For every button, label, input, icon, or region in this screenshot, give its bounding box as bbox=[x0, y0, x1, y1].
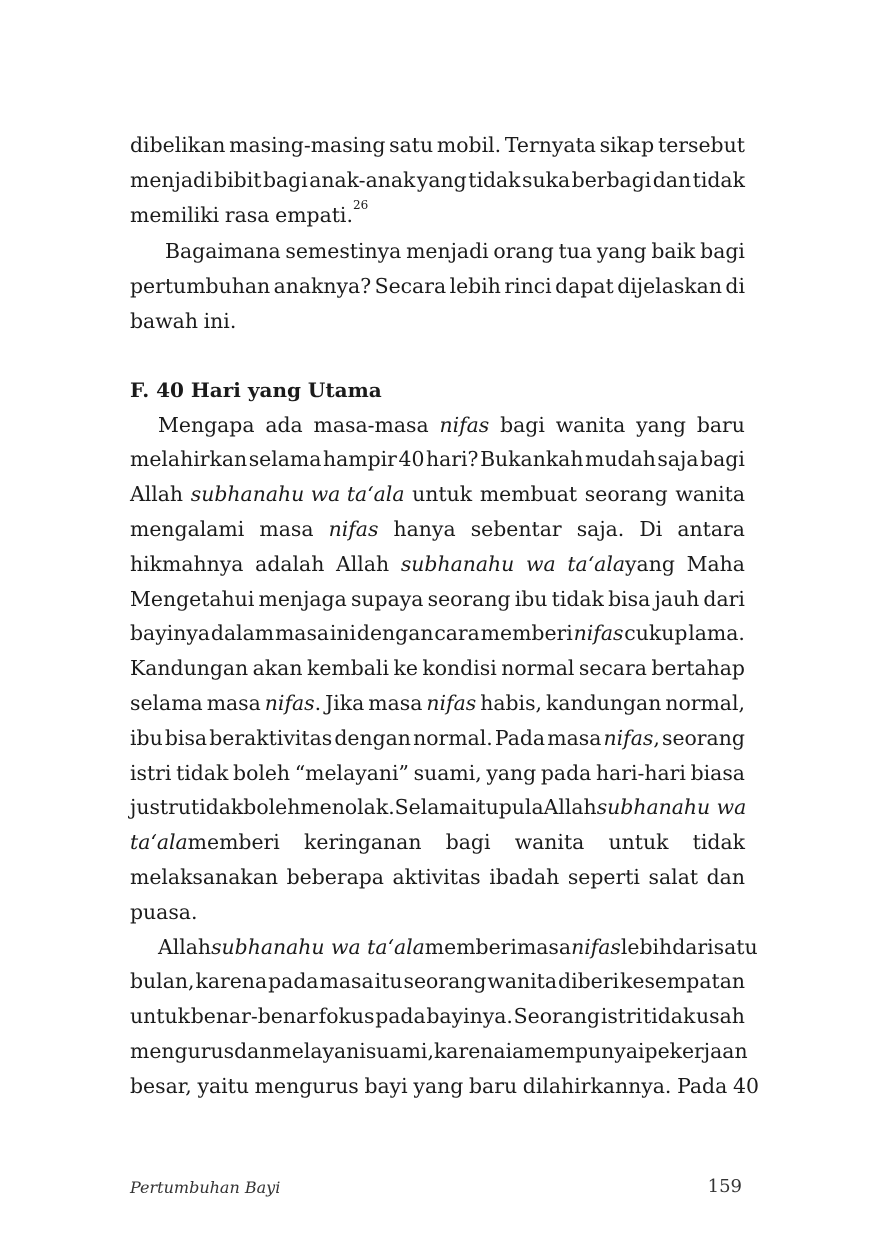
text-line bbox=[130, 163, 745, 198]
word: dalam bbox=[210, 621, 275, 646]
text-line bbox=[130, 790, 745, 825]
word: saja bbox=[657, 447, 699, 472]
text-line bbox=[130, 616, 745, 651]
word: bisa bbox=[164, 725, 208, 750]
word: yang bbox=[636, 412, 686, 437]
word: yang bbox=[413, 1073, 464, 1098]
word: kembali bbox=[306, 656, 389, 681]
word: normal. bbox=[413, 725, 493, 750]
word: Seorang bbox=[513, 1004, 601, 1029]
word: sebentar bbox=[470, 516, 562, 541]
word: masa bbox=[274, 621, 330, 646]
word: satu bbox=[713, 934, 758, 959]
word: anaknya? bbox=[273, 274, 372, 299]
word: nifas bbox=[328, 516, 379, 541]
word: bayinya. bbox=[426, 1004, 513, 1029]
paragraph-1 bbox=[130, 128, 745, 232]
word: pada bbox=[375, 1004, 426, 1029]
word: Pada bbox=[494, 725, 546, 750]
word: dilahirkannya. bbox=[522, 1073, 672, 1098]
word: Mengapa bbox=[158, 412, 255, 437]
word: rinci bbox=[504, 274, 552, 299]
text-line bbox=[130, 477, 745, 512]
word: hari-hari bbox=[595, 760, 686, 785]
word: diberi bbox=[558, 969, 620, 994]
word: dari bbox=[703, 586, 745, 611]
text-line bbox=[130, 408, 745, 443]
word: boleh bbox=[233, 760, 291, 785]
word: tidak bbox=[191, 795, 244, 820]
word: mengurus bbox=[254, 1073, 359, 1098]
word: tidak bbox=[692, 167, 745, 192]
word: nifas bbox=[573, 621, 624, 646]
page-number: 159 bbox=[707, 1176, 742, 1197]
word: subhanahu wa ta‘ala bbox=[190, 482, 405, 507]
word: masing-masing bbox=[229, 133, 386, 157]
word: hari? bbox=[426, 447, 479, 472]
word: bagi bbox=[262, 167, 308, 192]
word: membuat bbox=[479, 482, 578, 507]
word: menjadi bbox=[406, 239, 489, 264]
word: justru bbox=[130, 795, 191, 820]
paragraph-3 bbox=[130, 408, 745, 930]
word: mempunyai bbox=[524, 1038, 645, 1063]
word: hampir bbox=[322, 447, 397, 472]
word: yang bbox=[596, 239, 647, 264]
word: subhanahu wa bbox=[596, 795, 747, 820]
word: ke bbox=[393, 656, 418, 681]
word: menjadi bbox=[130, 167, 213, 192]
word: bagi bbox=[700, 447, 745, 472]
word: pada bbox=[540, 760, 592, 785]
word: ta‘alayang bbox=[567, 551, 675, 576]
word: memiliki bbox=[130, 202, 220, 227]
word: nifas bbox=[571, 934, 621, 959]
word: cara bbox=[434, 621, 480, 646]
word: melaksanakan bbox=[130, 864, 278, 889]
word: wanita bbox=[487, 969, 558, 994]
word: saja. bbox=[576, 516, 625, 541]
text-line bbox=[130, 964, 745, 999]
word: secara bbox=[578, 656, 647, 681]
word: “melayani” bbox=[294, 760, 409, 785]
word: seorang bbox=[584, 482, 668, 507]
footnote-ref: 26 bbox=[352, 197, 369, 212]
paragraph-4 bbox=[130, 930, 759, 1104]
word: ada bbox=[265, 412, 303, 437]
word: dari bbox=[672, 934, 714, 959]
word: cukup bbox=[624, 621, 688, 646]
word: adalah bbox=[255, 551, 325, 576]
word: puasa. bbox=[130, 899, 198, 924]
paragraph-2 bbox=[130, 234, 745, 338]
word: berbagi bbox=[571, 167, 652, 192]
word: besar, bbox=[130, 1073, 192, 1098]
word: lebih bbox=[620, 934, 673, 959]
word: untuk bbox=[608, 830, 669, 855]
word: dengan bbox=[356, 621, 434, 646]
word: semestinya bbox=[285, 239, 402, 264]
word: anak-anak bbox=[309, 167, 416, 192]
word: tidak bbox=[551, 586, 604, 611]
word: Mengetahui bbox=[130, 586, 255, 611]
word: Selama bbox=[394, 795, 471, 820]
word: seorang bbox=[403, 969, 487, 994]
word: tidak bbox=[176, 760, 229, 785]
section-heading: F. 40 Hari yang Utama bbox=[130, 377, 382, 402]
word: bulan, bbox=[130, 969, 195, 994]
word: tua bbox=[558, 239, 592, 264]
word: seorang bbox=[427, 586, 511, 611]
word: fokus bbox=[318, 1004, 375, 1029]
word: Allah bbox=[543, 795, 597, 820]
word: nifas. bbox=[264, 690, 322, 715]
word: ta‘alamemberi bbox=[130, 830, 280, 855]
word: kandungan bbox=[546, 690, 662, 715]
word: dan bbox=[234, 1038, 273, 1063]
word: baik bbox=[651, 239, 696, 264]
word: dengan bbox=[334, 725, 411, 750]
text-line bbox=[130, 825, 745, 860]
word: aktivitas bbox=[392, 864, 481, 889]
word: dijelaskan bbox=[617, 274, 722, 299]
text-line bbox=[130, 686, 745, 721]
word: itu bbox=[374, 969, 403, 994]
word: ia bbox=[505, 1038, 525, 1063]
word: seperti bbox=[567, 864, 640, 889]
word: wanita bbox=[675, 482, 745, 507]
word: rasa bbox=[224, 202, 270, 227]
word: tidak bbox=[692, 830, 745, 855]
page-body bbox=[130, 128, 759, 1104]
word: akan bbox=[252, 656, 303, 681]
word: Bagaimana bbox=[165, 239, 281, 264]
word: Ternyata bbox=[504, 133, 596, 157]
word: nifas, bbox=[603, 725, 660, 750]
word: pekerjaan bbox=[644, 1038, 748, 1063]
word: bisa bbox=[608, 586, 651, 611]
word: Secara bbox=[374, 274, 447, 299]
word: masa-masa bbox=[313, 412, 429, 437]
word: usah bbox=[696, 1004, 745, 1029]
word: pada bbox=[268, 969, 319, 994]
word: mobil. bbox=[436, 133, 502, 157]
word: pertumbuhan bbox=[130, 274, 271, 299]
word: mengurus bbox=[130, 1038, 235, 1063]
word: wanita bbox=[514, 830, 585, 855]
word: dan bbox=[652, 167, 692, 192]
text-line bbox=[130, 721, 745, 756]
word: dapat bbox=[555, 274, 614, 299]
word: Allah bbox=[336, 551, 390, 576]
word: tersebut bbox=[658, 133, 745, 157]
word: jauh bbox=[654, 586, 700, 611]
word: sikap bbox=[599, 133, 655, 157]
word: Kandungan bbox=[130, 656, 249, 681]
text-line bbox=[130, 930, 758, 965]
word: bagi bbox=[445, 830, 491, 855]
text-line bbox=[130, 582, 745, 617]
word: antara bbox=[677, 516, 745, 541]
text-line bbox=[130, 756, 745, 791]
word: suka bbox=[522, 167, 571, 192]
word: 40 bbox=[732, 1073, 759, 1098]
text-line bbox=[130, 547, 745, 582]
word: masa bbox=[259, 516, 314, 541]
word: subhanahu wa ta‘alamemberi bbox=[211, 934, 517, 959]
word: Di bbox=[639, 516, 663, 541]
text-line bbox=[130, 128, 745, 163]
word: yaitu bbox=[197, 1073, 249, 1098]
word: istri bbox=[600, 1004, 643, 1029]
word: Allah bbox=[158, 934, 212, 959]
word: ibu bbox=[514, 586, 548, 611]
word: masa bbox=[206, 690, 261, 715]
word: keringanan bbox=[304, 830, 422, 855]
word: selama bbox=[248, 447, 322, 472]
word: Maha bbox=[686, 551, 745, 576]
text-line bbox=[130, 442, 745, 477]
word: lama. bbox=[688, 621, 745, 646]
word: bayi bbox=[364, 1073, 408, 1098]
word: normal bbox=[501, 656, 575, 681]
word: tidak bbox=[643, 1004, 696, 1029]
word: beberapa bbox=[286, 864, 384, 889]
word: karena bbox=[195, 969, 268, 994]
word: hanya bbox=[393, 516, 456, 541]
word: suami, bbox=[413, 760, 482, 785]
word: Jika bbox=[325, 690, 365, 715]
word: itu bbox=[470, 795, 499, 820]
word: lebih bbox=[449, 274, 501, 299]
word: bagi bbox=[500, 412, 545, 437]
running-footer-title: Pertumbuhan Bayi bbox=[130, 1178, 281, 1197]
word: selama bbox=[130, 690, 203, 715]
text-line bbox=[130, 1034, 748, 1069]
word: normal, bbox=[665, 690, 745, 715]
word: dan bbox=[706, 864, 745, 889]
word: hikmahnya bbox=[130, 551, 244, 576]
word: baru bbox=[696, 412, 745, 437]
word: bertahap bbox=[651, 656, 745, 681]
word: untuk bbox=[412, 482, 473, 507]
word: ini bbox=[329, 621, 357, 646]
word: menjaga bbox=[258, 586, 347, 611]
word: Pada bbox=[677, 1073, 728, 1098]
word: bawah bbox=[130, 308, 198, 333]
word: tidak bbox=[468, 167, 521, 192]
word: di bbox=[725, 274, 745, 299]
word: bagi bbox=[700, 239, 745, 264]
word: Allah bbox=[130, 482, 184, 507]
word: menolak. bbox=[300, 795, 395, 820]
word: nifas bbox=[439, 412, 490, 437]
word: memberi bbox=[480, 621, 573, 646]
word: ini. bbox=[203, 308, 237, 333]
word: karena bbox=[433, 1038, 506, 1063]
word: boleh bbox=[243, 795, 301, 820]
word: nifas bbox=[426, 690, 477, 715]
word: biasa bbox=[690, 760, 745, 785]
word: masa bbox=[516, 934, 572, 959]
word: salat bbox=[648, 864, 699, 889]
word: yang bbox=[486, 760, 537, 785]
word: baru bbox=[469, 1073, 518, 1098]
text-line bbox=[130, 999, 745, 1034]
word: dibelikan bbox=[130, 133, 226, 157]
text-line bbox=[130, 304, 745, 339]
word: wa bbox=[526, 551, 556, 576]
word: bibit bbox=[214, 167, 262, 192]
text-line bbox=[130, 895, 745, 930]
word: kondisi bbox=[422, 656, 497, 681]
word: empati.$^{26}$ bbox=[275, 197, 369, 227]
word: ibadah bbox=[489, 864, 560, 889]
word: wanita bbox=[555, 412, 626, 437]
word: yang bbox=[416, 167, 467, 192]
word: 40 bbox=[398, 447, 425, 472]
word: supaya bbox=[350, 586, 424, 611]
word: masa bbox=[547, 725, 602, 750]
word: satu bbox=[389, 133, 434, 157]
word: melahirkan bbox=[130, 447, 248, 472]
word: melayani bbox=[272, 1038, 366, 1063]
word: benar-benar bbox=[190, 1004, 318, 1029]
word: suami, bbox=[365, 1038, 434, 1063]
word: Bukankah bbox=[480, 447, 584, 472]
word: kesempatan bbox=[620, 969, 745, 994]
text-line bbox=[130, 860, 745, 895]
word: subhanahu bbox=[400, 551, 515, 576]
word: beraktivitas bbox=[209, 725, 333, 750]
word: pula bbox=[498, 795, 544, 820]
word: mengalami bbox=[130, 516, 245, 541]
word: masa bbox=[368, 690, 423, 715]
text-line bbox=[130, 1069, 759, 1104]
word: istri bbox=[130, 760, 172, 785]
text-line bbox=[130, 651, 745, 686]
word: bayinya bbox=[130, 621, 211, 646]
word: ibu bbox=[130, 725, 163, 750]
word: mudah bbox=[585, 447, 656, 472]
word: masa bbox=[319, 969, 374, 994]
word: orang bbox=[493, 239, 554, 264]
word: seorang bbox=[662, 725, 745, 750]
text-line bbox=[130, 512, 745, 547]
word: habis, bbox=[480, 690, 543, 715]
word: untuk bbox=[130, 1004, 190, 1029]
text-line bbox=[130, 198, 745, 233]
text-line bbox=[130, 269, 745, 304]
text-line bbox=[130, 234, 745, 269]
